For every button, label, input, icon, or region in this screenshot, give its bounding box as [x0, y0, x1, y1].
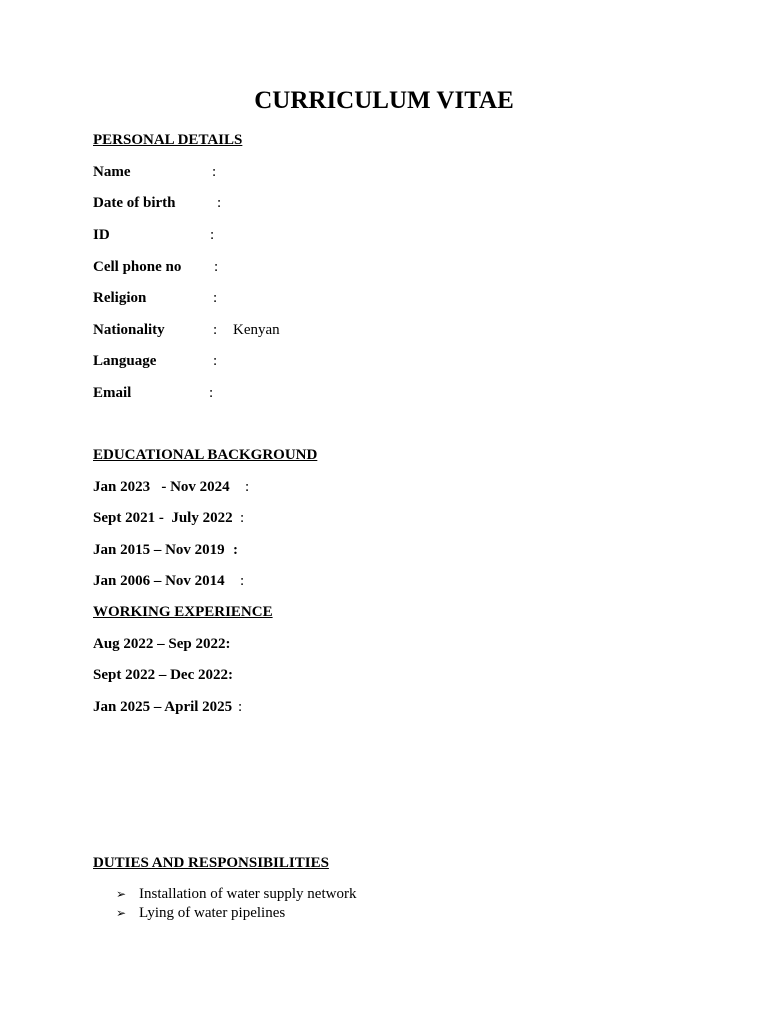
arrow-bullet-icon: ➢: [116, 906, 127, 920]
field-label: Email: [93, 385, 132, 401]
field-colon: :: [214, 259, 219, 275]
field-colon: :: [212, 164, 217, 180]
duties-list: [116, 885, 356, 923]
list-item: [116, 904, 356, 923]
education-heading: EDUCATIONAL BACKGROUND: [93, 447, 318, 463]
education-colon: :: [240, 573, 245, 589]
experience-period: Jan 2025 – April 2025: [93, 699, 233, 715]
experience-period: Aug 2022 – Sep 2022:: [93, 636, 231, 652]
experience-heading: WORKING EXPERIENCE: [93, 604, 273, 620]
education-colon: :: [233, 542, 238, 558]
field-colon: :: [210, 227, 215, 243]
education-period: Jan 2006 – Nov 2014: [93, 573, 225, 589]
field-colon: :: [209, 385, 214, 401]
duty-text: Lying of water pipelines: [139, 905, 286, 921]
experience-colon: :: [238, 699, 243, 715]
experience-entry: [93, 666, 233, 702]
field-label: ID: [93, 227, 110, 243]
field-label: Cell phone no: [93, 259, 182, 275]
experience-period: Sept 2022 – Dec 2022:: [93, 667, 233, 683]
education-period: Sept 2021 - July 2022: [93, 510, 233, 526]
experience-entry: [93, 698, 243, 752]
list-item: [116, 885, 356, 904]
field-colon: :: [213, 290, 218, 306]
arrow-bullet-icon: ➢: [116, 887, 127, 901]
field-colon: :: [213, 322, 218, 338]
education-period: Jan 2015 – Nov 2019: [93, 542, 225, 558]
education-colon: :: [245, 479, 250, 495]
field-label: Nationality: [93, 322, 165, 338]
duty-text: Installation of water supply network: [139, 886, 357, 902]
field-label: Date of birth: [93, 195, 176, 211]
education-colon: :: [240, 510, 245, 526]
personal-details-heading: PERSONAL DETAILS: [93, 132, 243, 148]
field-label: Name: [93, 164, 131, 180]
education-period: Jan 2023 - Nov 2024: [93, 479, 230, 495]
field-label: Language: [93, 353, 157, 369]
field-colon: :: [217, 195, 222, 211]
duties-heading: DUTIES AND RESPONSIBILITIES: [93, 855, 329, 871]
field-label: Religion: [93, 290, 147, 306]
page-title: CURRICULUM VITAE: [254, 87, 514, 114]
field-value: Kenyan: [233, 322, 280, 338]
field-colon: :: [213, 353, 218, 369]
